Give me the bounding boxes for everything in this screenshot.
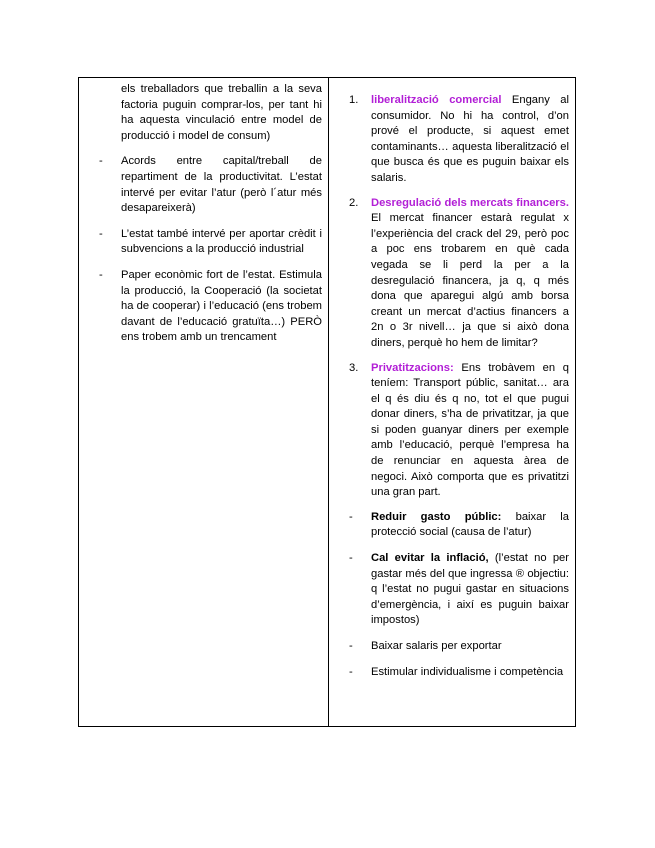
item-heading: Cal evitar la inflació,: [371, 552, 489, 565]
item-text: Baixar salaris per exportar: [371, 640, 502, 652]
dash-marker: -: [349, 665, 353, 678]
list-item: [99, 154, 322, 216]
item-number: 1.: [349, 94, 359, 106]
dash-marker: -: [349, 510, 353, 523]
list-item: [99, 227, 322, 258]
right-bullet-list: [349, 510, 569, 680]
item-number: 2.: [349, 196, 359, 209]
list-item-text: Paper econòmic fort de l’estat. Estimula la producció, la Cooperació (la societat ha de cooperar) i l’educació (ens trobem davant de l’educació gratuïta…) PERÒ ens trobem amb un trencament: [121, 268, 322, 344]
item-text: (l’estat no per gastar més del que ingressa ® objectiu: q l’estat no pugui gastar en situacions d’emergència, i així es puguin baixar impostos): [371, 552, 569, 627]
numbered-item: [349, 93, 569, 187]
item-heading: Desregulació dels mercats financers.: [371, 196, 569, 209]
item-text: baixar la protecció social (causa de l’atur): [371, 510, 569, 539]
numbered-list: [349, 93, 569, 501]
item-heading: Reduir gasto públic:: [371, 510, 502, 523]
item-number: 3.: [349, 361, 359, 374]
item-heading: Privatitzacions:: [371, 361, 454, 374]
numbered-item: [349, 361, 569, 501]
list-item-text: L’estat també intervé per aportar crèdit i subvencions a la producció industrial: [121, 227, 322, 256]
numbered-item: [349, 196, 569, 352]
item-text: Engany al consumidor. No hi ha control, d’on prové el producte, si aquest emet contaminants… aquesta liberalització el que busca és que es puguin baixar els salaris.: [371, 94, 569, 184]
item-text: Estimular individualisme i competència: [371, 665, 564, 678]
item-text: Ens trobàvem en q teníem: Transport públic, sanitat… ara el q és diu és q no, tot el que pugui donar diners, s’ha de privatitzar, ja que si poden guanyar diners per exemple amb l’educació, perquè l’empresa ha de renunciar en aquesta àrea de negoci. Això comporta que es privatitzi una gran part.: [371, 361, 569, 499]
item-heading: liberalització comercial: [371, 94, 502, 106]
list-item: [349, 639, 569, 655]
dash-marker: -: [349, 552, 353, 565]
dash-marker: -: [99, 155, 103, 168]
dash-marker: -: [99, 227, 103, 240]
right-column: [329, 78, 575, 726]
list-item: [99, 268, 322, 346]
two-column-table: [78, 77, 576, 727]
continuation-text: els treballadors que treballin a la seva factoria puguin comprar-los, per tant hi ha aquesta vinculació entre model de producció i model de consum): [121, 83, 322, 142]
item-text: El mercat financer estarà regulat x l’experiència del crack del 29, però poc a poc ens trobarem en què cada vegada se li perd la per a la desregulació financera, ja q, q més dona que aparegui algú amb borsa creant un mercat d’actius financers a 2n o 3r nivell… ja que si això dona diners, perquè ho hem de limitar?: [371, 212, 569, 349]
list-item: [349, 665, 569, 681]
dash-marker: -: [99, 268, 103, 281]
list-item: [349, 551, 569, 629]
list-item-text: Acords entre capital/treball de repartiment de la productivitat. L’estat intervé per evitar l’atur (però l´atur més desapareixerà): [121, 155, 322, 215]
left-column: [79, 78, 329, 726]
left-bullet-list: [99, 154, 322, 346]
list-item: [349, 510, 569, 541]
dash-marker: -: [349, 640, 353, 652]
